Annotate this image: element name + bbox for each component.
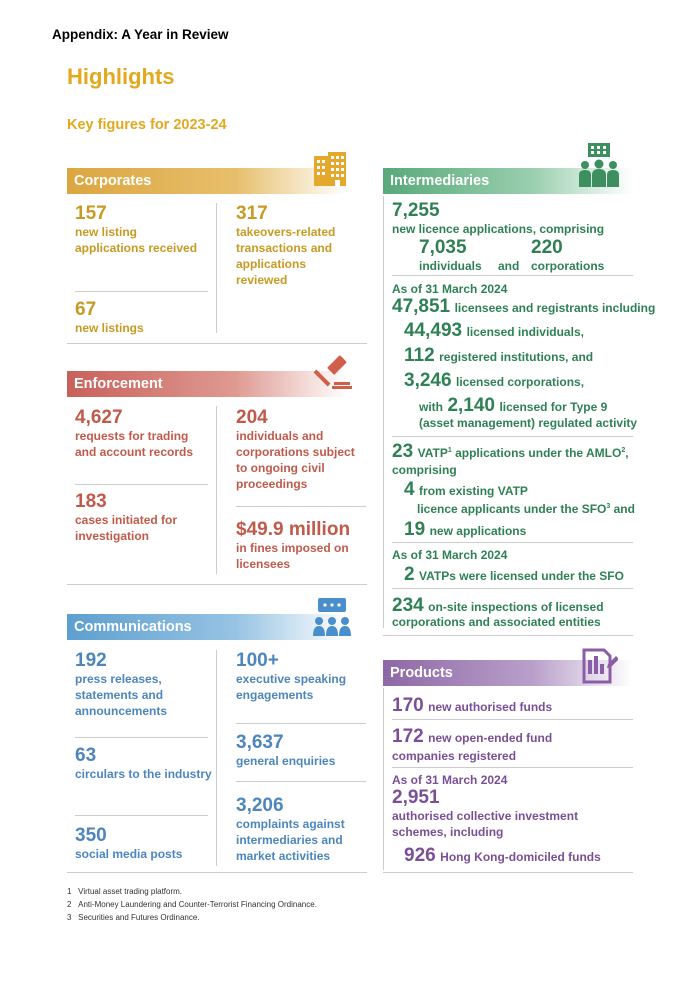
stat-label: licensed for Type 9 bbox=[499, 400, 608, 414]
divider bbox=[75, 484, 208, 485]
existing-label-continued bbox=[417, 499, 635, 517]
footnote-text: Securities and Futures Ordinance. bbox=[78, 913, 200, 922]
vatp-text: VATP bbox=[417, 446, 448, 460]
stat-value: 170 bbox=[392, 695, 424, 716]
stat-complaints bbox=[236, 795, 371, 864]
stat-value: $49.9 million bbox=[236, 519, 351, 540]
inspections-label-continued: corporations and associated entities bbox=[392, 615, 601, 629]
stat-new-listings bbox=[75, 299, 210, 336]
stat-label: individuals and corporations subject to ongoing civil proceedings bbox=[236, 429, 355, 491]
with-label: with bbox=[419, 400, 443, 414]
stat-label: takeovers-related transactions and applications reviewed bbox=[236, 225, 336, 287]
stat-label: licensees and registrants including bbox=[454, 301, 656, 315]
stat-licensed-corporations bbox=[404, 370, 584, 392]
corporates-title: Corporates bbox=[74, 173, 152, 189]
divider bbox=[75, 737, 208, 738]
stat-listing-applications bbox=[75, 203, 210, 256]
stat-value: 4 bbox=[404, 479, 415, 500]
footnote-text: Virtual asset trading platform. bbox=[78, 887, 183, 896]
as-of-date: As of 31 March 2024 bbox=[392, 548, 508, 562]
stat-value: 234 bbox=[392, 595, 424, 616]
footnote-ref: 3 bbox=[606, 503, 611, 510]
vatp-label-continued: comprising bbox=[392, 463, 457, 477]
stat-label: from existing VATP bbox=[419, 484, 528, 498]
stat-registered-institutions bbox=[404, 345, 593, 367]
stat-takeovers bbox=[236, 203, 356, 288]
stat-value: 67 bbox=[75, 299, 97, 320]
stat-vatp-applications bbox=[392, 441, 629, 463]
divider bbox=[236, 781, 366, 782]
stat-value: 192 bbox=[75, 650, 107, 671]
divider bbox=[392, 275, 633, 276]
stat-label: Hong Kong-domiciled funds bbox=[440, 850, 601, 864]
stat-label: new authorised funds bbox=[428, 700, 553, 714]
divider bbox=[75, 291, 208, 292]
ofc-label-continued: companies registered bbox=[392, 749, 517, 763]
stat-fines bbox=[236, 519, 371, 572]
enforcement-title: Enforcement bbox=[74, 376, 163, 392]
team-icon bbox=[578, 143, 620, 187]
stat-value: 44,493 bbox=[404, 320, 463, 341]
stat-value: 3,206 bbox=[236, 795, 284, 816]
stat-existing-vatp bbox=[404, 479, 528, 501]
stat-value: 19 bbox=[404, 519, 426, 540]
stat-label: executive speaking engagements bbox=[236, 672, 347, 702]
footnote-number: 2 bbox=[67, 900, 72, 909]
stat-value: 112 bbox=[404, 345, 435, 366]
stat-value: 23 bbox=[392, 441, 414, 462]
divider bbox=[392, 719, 633, 720]
building-icon bbox=[312, 150, 350, 188]
stat-label: new open-ended fund bbox=[428, 731, 553, 745]
as-of-date: As of 31 March 2024 bbox=[392, 773, 508, 787]
divider bbox=[216, 406, 217, 574]
footnote-ref: 1 bbox=[447, 447, 452, 454]
stat-licensed-individuals bbox=[404, 320, 584, 342]
stat-value: 172 bbox=[392, 726, 424, 747]
divider bbox=[383, 872, 633, 873]
stat-authorised-funds bbox=[392, 695, 552, 717]
stat-enquiries bbox=[236, 732, 371, 769]
divider bbox=[383, 635, 633, 636]
stat-label bbox=[418, 446, 629, 460]
stat-cases-initiated bbox=[75, 491, 213, 544]
document-chart-icon bbox=[578, 646, 618, 686]
footnote-text: Anti-Money Laundering and Counter-Terrorist Financing Ordinance. bbox=[78, 900, 317, 909]
communications-title: Communications bbox=[74, 619, 192, 635]
footnote-ref: 2 bbox=[621, 447, 626, 454]
divider bbox=[236, 506, 366, 507]
stat-licensees bbox=[392, 296, 655, 318]
vatp-text: , bbox=[625, 446, 629, 460]
stat-circulars bbox=[75, 745, 213, 782]
divider bbox=[75, 815, 208, 816]
products-title: Products bbox=[390, 665, 453, 681]
stat-licensed-vatps bbox=[404, 564, 624, 586]
stat-value: 7,255 bbox=[392, 200, 440, 221]
stat-label: registered institutions, and bbox=[439, 350, 594, 364]
stat-licence-applications bbox=[392, 200, 604, 237]
stat-value: 2 bbox=[404, 564, 415, 585]
stat-value: 63 bbox=[75, 745, 97, 766]
stat-new-vatp-applications bbox=[404, 519, 526, 541]
page-title: Highlights bbox=[67, 64, 175, 89]
stat-record-requests bbox=[75, 407, 213, 460]
stat-social-media bbox=[75, 825, 213, 862]
divider bbox=[392, 767, 633, 768]
as-of-date: As of 31 March 2024 bbox=[392, 282, 508, 296]
divider bbox=[392, 436, 633, 437]
footnote bbox=[67, 887, 182, 896]
divider bbox=[392, 542, 633, 543]
divider bbox=[383, 196, 384, 628]
enforcement-header bbox=[67, 371, 347, 397]
stat-label: press releases, statements and announcements bbox=[75, 672, 168, 718]
stat-value: 2,951 bbox=[392, 787, 440, 808]
footnote-number: 3 bbox=[67, 913, 72, 922]
stat-label: on-site inspections of licensed bbox=[428, 600, 604, 614]
vatp-text: applications under the AMLO bbox=[451, 446, 622, 460]
stat-value: 204 bbox=[236, 407, 268, 428]
stat-label: individuals bbox=[419, 259, 482, 273]
divider bbox=[392, 588, 633, 589]
stat-individuals bbox=[419, 237, 482, 274]
footnote bbox=[67, 900, 317, 909]
audience-icon bbox=[312, 597, 352, 637]
stat-press-releases bbox=[75, 650, 213, 719]
stat-value: 157 bbox=[75, 203, 107, 224]
stat-value: 2,140 bbox=[447, 395, 495, 416]
stat-value: 4,627 bbox=[75, 407, 123, 428]
existing-text: licence applicants under the SFO bbox=[417, 502, 607, 516]
stat-label: new applications bbox=[429, 524, 527, 538]
divider bbox=[67, 872, 367, 873]
stat-type9 bbox=[419, 395, 607, 417]
page-subtitle: Key figures for 2023-24 bbox=[67, 117, 227, 133]
stat-civil-proceedings bbox=[236, 407, 366, 492]
stat-label: corporations bbox=[531, 259, 605, 273]
existing-text: and bbox=[610, 502, 635, 516]
stat-cis bbox=[392, 787, 622, 840]
stat-label: complaints against intermediaries and market activities bbox=[236, 817, 345, 863]
stat-label: new licence applications, comprising bbox=[392, 222, 605, 236]
divider bbox=[216, 650, 217, 866]
stat-speaking bbox=[236, 650, 371, 703]
stat-corporations bbox=[531, 237, 604, 274]
stat-label: social media posts bbox=[75, 847, 183, 861]
type9-label-continued: (asset management) regulated activity bbox=[419, 416, 638, 430]
stat-label: requests for trading and account records bbox=[75, 429, 194, 459]
stat-value: 220 bbox=[531, 237, 563, 258]
stat-value: 100+ bbox=[236, 650, 279, 671]
stat-ofc-registered bbox=[392, 726, 552, 748]
stat-label: VATPs were licensed under the SFO bbox=[419, 569, 624, 583]
stat-value: 47,851 bbox=[392, 296, 451, 317]
stat-value: 183 bbox=[75, 491, 107, 512]
stat-label: licensed corporations, bbox=[456, 375, 585, 389]
stat-label: licensed individuals, bbox=[466, 325, 584, 339]
divider bbox=[383, 688, 384, 870]
stat-label: new listings bbox=[75, 321, 144, 335]
footnote-number: 1 bbox=[67, 887, 72, 896]
stat-label: general enquiries bbox=[236, 754, 336, 768]
stat-value: 3,637 bbox=[236, 732, 284, 753]
stat-value: 350 bbox=[75, 825, 107, 846]
and-label: and bbox=[498, 259, 520, 273]
stat-value: 317 bbox=[236, 203, 268, 224]
stat-value: 3,246 bbox=[404, 370, 452, 391]
communications-header bbox=[67, 614, 347, 640]
stat-label: cases initiated for investigation bbox=[75, 513, 178, 543]
divider bbox=[236, 723, 366, 724]
stat-hk-domiciled-funds bbox=[404, 845, 601, 867]
stat-label: in fines imposed on licensees bbox=[236, 541, 349, 571]
footnote bbox=[67, 913, 200, 922]
divider bbox=[67, 584, 367, 585]
intermediaries-title: Intermediaries bbox=[390, 173, 490, 189]
divider bbox=[216, 203, 217, 333]
stat-value: 7,035 bbox=[419, 237, 467, 258]
stat-label: new listing applications received bbox=[75, 225, 198, 255]
divider bbox=[67, 343, 367, 344]
stat-value: 926 bbox=[404, 845, 436, 866]
appendix-heading: Appendix: A Year in Review bbox=[52, 27, 229, 42]
corporates-header bbox=[67, 168, 347, 194]
stat-label: circulars to the industry bbox=[75, 767, 212, 781]
stat-label: authorised collective investment schemes, including bbox=[392, 809, 579, 839]
gavel-icon bbox=[312, 354, 352, 390]
